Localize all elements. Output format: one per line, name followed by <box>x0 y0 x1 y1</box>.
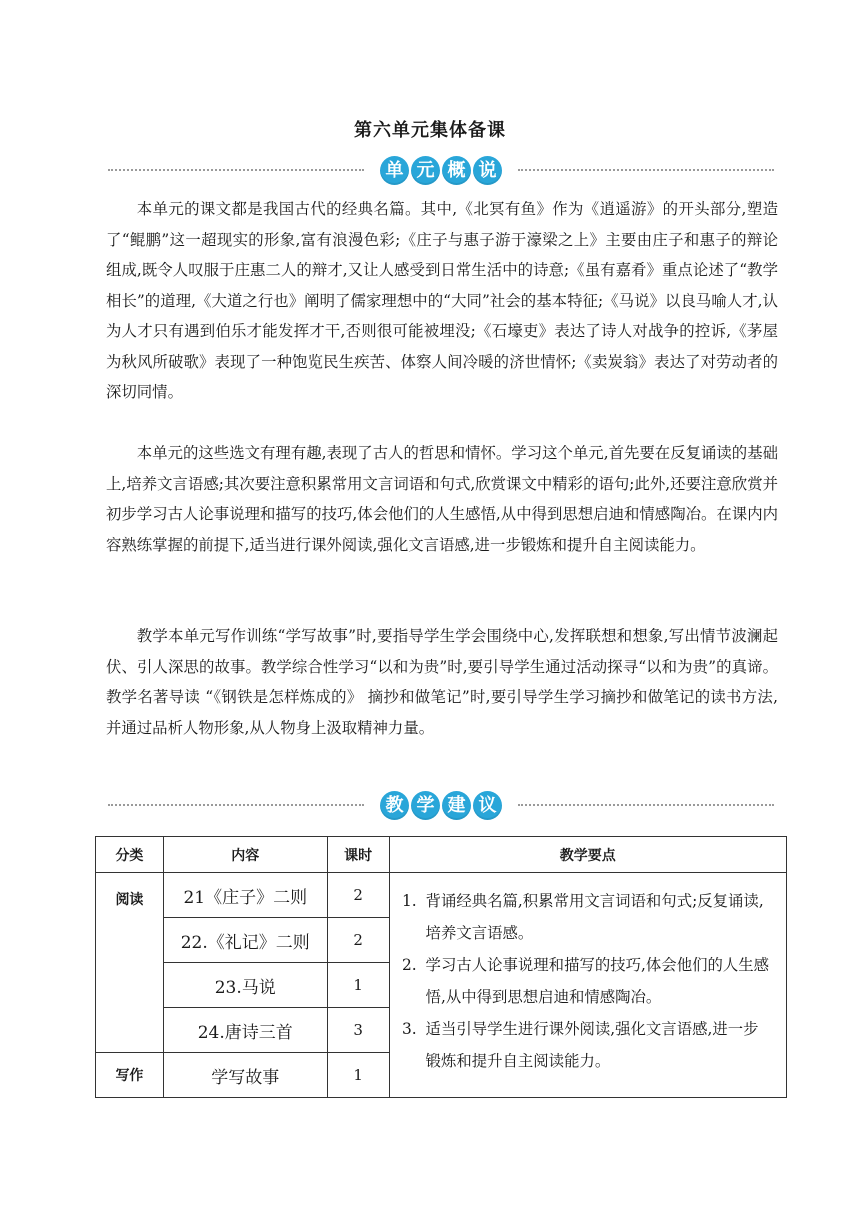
content-cell: 24.唐诗三首 <box>163 1008 327 1053</box>
badge-char: 议 <box>473 791 502 820</box>
key-point-item: 3. 适当引导学生进行课外阅读,强化文言语感,进一步锻炼和提升自主阅读能力。 <box>422 1013 772 1077</box>
header-key-points: 教学要点 <box>389 837 786 873</box>
badge-char: 单 <box>380 156 409 185</box>
overview-paragraph-2: 本单元的这些选文有理有趣,表现了古人的哲思和情怀。学习这个单元,首先要在反复诵读的基础上,培养文言语感;其次要注意积累常用文言词语和句式,欣赏课文中精彩的语句;此外,还要注意欣赏并初步学习古人论事说理和描写的技巧,体会他们的人生感悟,从中得到思想启迪和情感陶冶。在课内内容熟练掌握的前提下,适当进行课外阅读,强化文言语感,进一步锻炼和提升自主阅读能力。 <box>106 444 778 554</box>
page-title: 第六单元集体备课 <box>354 120 506 141</box>
key-point-item: 1. 背诵经典名篇,积累常用文言词语和句式;反复诵读,培养文言语感。 <box>422 885 772 949</box>
table-row <box>96 873 787 918</box>
dotted-divider-left <box>108 169 364 171</box>
table-header-row <box>96 837 787 873</box>
badge-char: 概 <box>442 156 471 185</box>
section-header-teaching-suggestions <box>108 788 774 822</box>
dotted-divider-right <box>518 804 774 806</box>
overview-paragraph-3: 教学本单元写作训练“学写故事”时,要指导学生学会围绕中心,发挥联想和想象,写出情节波澜起伏、引人深思的故事。教学综合性学习“以和为贵”时,要引导学生通过活动探寻“以和为贵”的真谛。教学名著导读 “《钢铁是怎样炼成的》 摘抄和做笔记”时,要引导学生学习摘抄和做笔记的读书方法,并通过品析人物形象,从人物身上汲取精神力量。 <box>106 627 778 737</box>
key-points-cell <box>389 873 786 1098</box>
section-header-unit-overview <box>108 153 774 187</box>
header-content: 内容 <box>163 837 327 873</box>
overview-paragraph-1: 本单元的课文都是我国古代的经典名篇。其中,《北冥有鱼》作为《逍遥游》的开头部分,塑造了“鲲鹏”这一超现实的形象,富有浪漫色彩;《庄子与惠子游于濠梁之上》主要由庄子和惠子的辩论组成,既令人叹服于庄惠二人的辩才,又让人感受到日常生活中的诗意;《虽有嘉肴》重点论述了“教学相长”的道理,《大道之行也》阐明了儒家理想中的“大同”社会的基本特征;《马说》以良马喻人才,认为人才只有遇到伯乐才能发挥才干,否则很可能被埋没;《石壕吏》表达了诗人对战争的控诉,《茅屋为秋风所破歌》表现了一种饱览民生疾苦、体察人间冷暖的济世情怀;《卖炭翁》表达了对劳动者的深切同情。 <box>106 200 778 401</box>
section-badge <box>380 153 502 187</box>
content-cell: 23.马说 <box>163 963 327 1008</box>
content-cell: 21《庄子》二则 <box>163 873 327 918</box>
key-points-list <box>400 885 772 1077</box>
badge-char: 建 <box>442 791 471 820</box>
category-cell: 写作 <box>96 1053 164 1098</box>
badge-char: 学 <box>411 791 440 820</box>
badge-char: 元 <box>411 156 440 185</box>
dotted-divider-right <box>518 169 774 171</box>
badge-char: 说 <box>473 156 502 185</box>
hours-cell: 1 <box>327 963 389 1008</box>
content-cell: 22.《礼记》二则 <box>163 918 327 963</box>
badge-char: 教 <box>380 791 409 820</box>
hours-cell: 3 <box>327 1008 389 1053</box>
hours-cell: 2 <box>327 873 389 918</box>
section-badge <box>380 788 502 822</box>
header-category: 分类 <box>96 837 164 873</box>
dotted-divider-left <box>108 804 364 806</box>
hours-cell: 2 <box>327 918 389 963</box>
category-cell: 阅读 <box>96 873 164 1053</box>
header-hours: 课时 <box>327 837 389 873</box>
key-point-item: 2. 学习古人论事说理和描写的技巧,体会他们的人生感悟,从中得到思想启迪和情感陶冶。 <box>422 949 772 1013</box>
teaching-plan-table <box>95 836 787 1098</box>
content-cell: 学写故事 <box>163 1053 327 1098</box>
hours-cell: 1 <box>327 1053 389 1098</box>
